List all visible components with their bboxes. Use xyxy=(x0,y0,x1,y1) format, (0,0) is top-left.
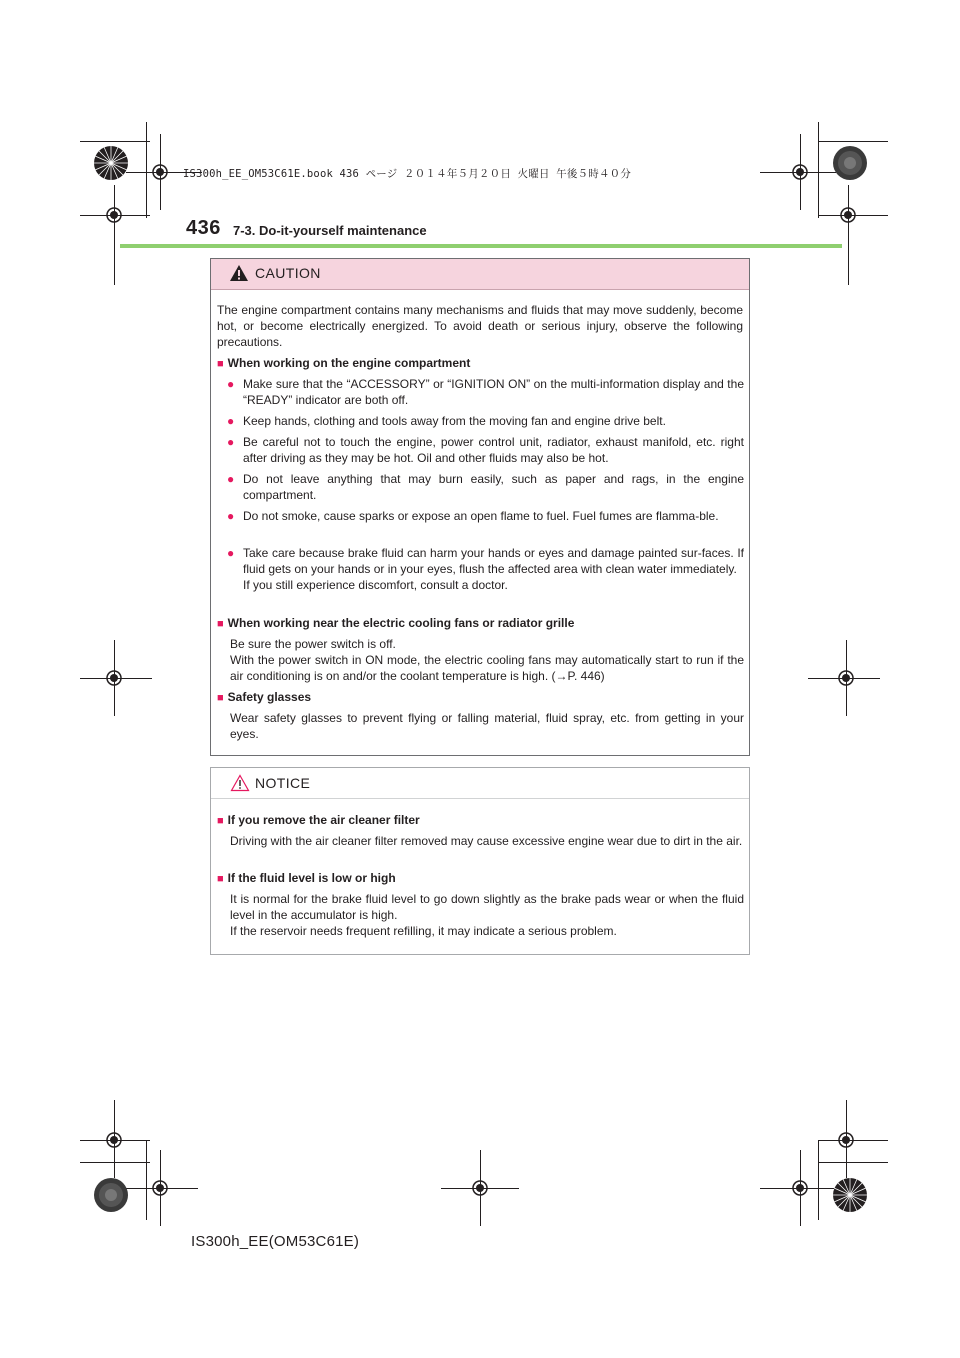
list-item: ● Keep hands, clothing and tools away from the moving fan and engine drive belt. xyxy=(227,414,666,428)
section-title: 7-3. Do-it-yourself maintenance xyxy=(233,223,427,238)
footer-model-code: IS300h_EE(OM53C61E) xyxy=(191,1233,360,1250)
caution-intro: The engine compartment contains many mechanisms and fluids that may move suddenly, become hot, or become electrically energized. To avoid death or serious injury, observe the following precautions. xyxy=(217,303,743,349)
list-item: ● Be careful not to touch the engine, power control unit, radiator, exhaust manifold, etc. right after driving as they may be hot. Oil and other fluids may also be hot. xyxy=(227,435,744,465)
print-header: IS300h_EE_OM53C61E.book 436 ページ ２０１４年５月２０日 火曜日 午後５時４０分 xyxy=(183,168,632,180)
registration-mark-icon xyxy=(104,1130,124,1150)
caution-header xyxy=(211,259,749,290)
fans-text: Be sure the power switch is off. With the power switch in ON mode, the electric cooling fans may automatically start to run if the air conditioning is on and/or the coolant temperature is high. (→P. 446) xyxy=(230,637,744,683)
fluid-text: It is normal for the brake fluid level to go down slightly as the brake pads wear or when the fluid level in the accumulator is high. If the reservoir needs frequent refilling, it may indicate a serious problem. xyxy=(230,892,744,938)
notice-label: NOTICE xyxy=(255,775,311,791)
glasses-heading: ■ Safety glasses xyxy=(217,690,312,704)
notice-box xyxy=(210,767,750,955)
warning-triangle-icon xyxy=(229,264,249,282)
gray-disc-mark-icon xyxy=(831,144,869,182)
glasses-text: Wear safety glasses to prevent flying or falling material, fluid spray, etc. from getting in your eyes. xyxy=(230,711,744,741)
fans-heading: ■ When working near the electric cooling fans or radiator grille xyxy=(217,616,575,630)
list-item: ● Take care because brake fluid can harm your hands or eyes and damage painted sur-faces. If fluid gets on your hands or in your eyes, flush the affected area with clean water immediately. If you still experience discomfort, consult a doctor. xyxy=(227,546,744,592)
filter-heading: ■ If you remove the air cleaner filter xyxy=(217,813,420,827)
registration-mark-icon xyxy=(150,1178,170,1198)
engine-heading: ■ When working on the engine compartment xyxy=(217,356,471,370)
list-item: ● Do not leave anything that may burn easily, such as paper and rags, in the engine compartment. xyxy=(227,472,744,502)
starburst-mark-icon xyxy=(92,144,130,182)
list-item: ● Make sure that the “ACCESSORY” or “IGNITION ON” on the multi-information display and the “READY” indicator are both off. xyxy=(227,377,744,407)
registration-mark-icon xyxy=(838,205,858,225)
gray-disc-mark-icon xyxy=(92,1176,130,1214)
caution-label: CAUTION xyxy=(255,265,321,281)
list-item: ● Do not smoke, cause sparks or expose an open flame to fuel. Fuel fumes are flamma-ble. xyxy=(227,509,719,523)
caution-box xyxy=(210,258,750,756)
registration-mark-icon xyxy=(836,1130,856,1150)
registration-mark-icon xyxy=(150,162,170,182)
registration-mark-icon xyxy=(790,162,810,182)
page-number: 436 xyxy=(186,217,221,239)
registration-mark-icon xyxy=(790,1178,810,1198)
registration-mark-icon xyxy=(470,1178,490,1198)
notice-triangle-icon xyxy=(230,774,250,792)
notice-header xyxy=(211,768,749,799)
filter-text: Driving with the air cleaner filter removed may cause excessive engine wear due to dirt in the air. xyxy=(230,834,743,848)
registration-mark-icon xyxy=(836,668,856,688)
header-rule xyxy=(120,244,842,248)
fluid-heading: ■ If the fluid level is low or high xyxy=(217,871,396,885)
starburst-mark-icon xyxy=(831,1176,869,1214)
registration-mark-icon xyxy=(104,205,124,225)
registration-mark-icon xyxy=(104,668,124,688)
